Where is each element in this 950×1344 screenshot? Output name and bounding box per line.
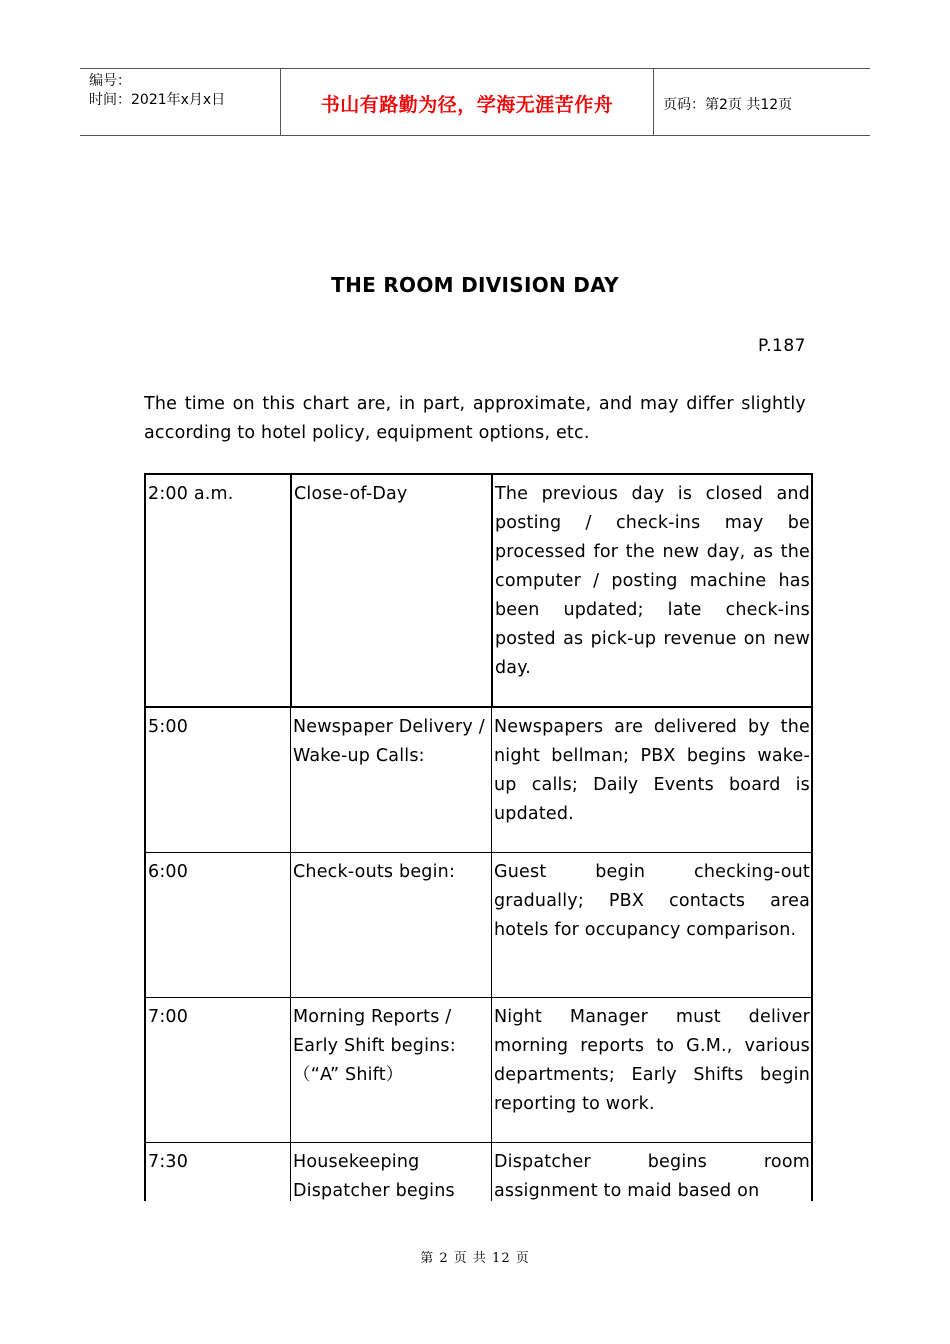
row-time: 6:00 — [146, 853, 291, 997]
table-row — [146, 708, 811, 853]
row-event: Check-outs begin: — [291, 853, 492, 997]
header-page-label: 页码：第2页 共12页 — [663, 96, 793, 113]
header-number-label: 编号： — [89, 73, 131, 89]
row-time: 7:30 — [146, 1143, 291, 1201]
row-time: 2:00 a.m. — [146, 475, 291, 706]
header-motto: 书山有路勤为径，学海无涯苦作舟 — [281, 69, 654, 135]
header-info-cell — [80, 69, 281, 135]
row-event: Morning Reports / Early Shift begins: （“A” Shift） — [291, 998, 492, 1142]
page-header — [80, 68, 870, 136]
table-row — [146, 853, 811, 998]
table-row — [146, 998, 811, 1143]
intro-paragraph: The time on this chart are, in part, approximate, and may differ slightly according to hotel policy, equipment options, etc. — [144, 394, 806, 443]
page-reference: P.187 — [758, 336, 806, 356]
page-footer: 第 2 页 共 12 页 — [420, 1251, 530, 1266]
row-description: Guest begin checking-out gradually; PBX contacts area hotels for occupancy comparison. — [494, 862, 810, 940]
table-row — [146, 1143, 811, 1201]
row-description: Night Manager must deliver morning reports to G.M., various departments; Early Shifts begin reporting to work. — [494, 1007, 810, 1114]
row-description: Newspapers are delivered by the night bellman; PBX begins wake-up calls; Daily Events board is updated. — [494, 717, 810, 824]
row-description: Dispatcher begins room assignment to maid based on — [494, 1152, 810, 1201]
row-event: Close-of-Day — [291, 475, 492, 706]
row-time: 5:00 — [146, 708, 291, 852]
row-event: Housekeeping Dispatcher begins — [291, 1143, 492, 1201]
header-time-label: 时间：2021年x月x日 — [89, 92, 226, 108]
row-event: Newspaper Delivery / Wake-up Calls: — [291, 708, 492, 852]
row-time: 7:00 — [146, 998, 291, 1142]
row-description: The previous day is closed and posting / check-ins may be processed for the new day, as the computer / posting machine has been updated; late check-ins posted as pick-up revenue on new day. — [492, 475, 811, 706]
schedule-table — [144, 473, 813, 1201]
table-row — [146, 475, 811, 708]
document-title: THE ROOM DIVISION DAY — [331, 273, 619, 297]
